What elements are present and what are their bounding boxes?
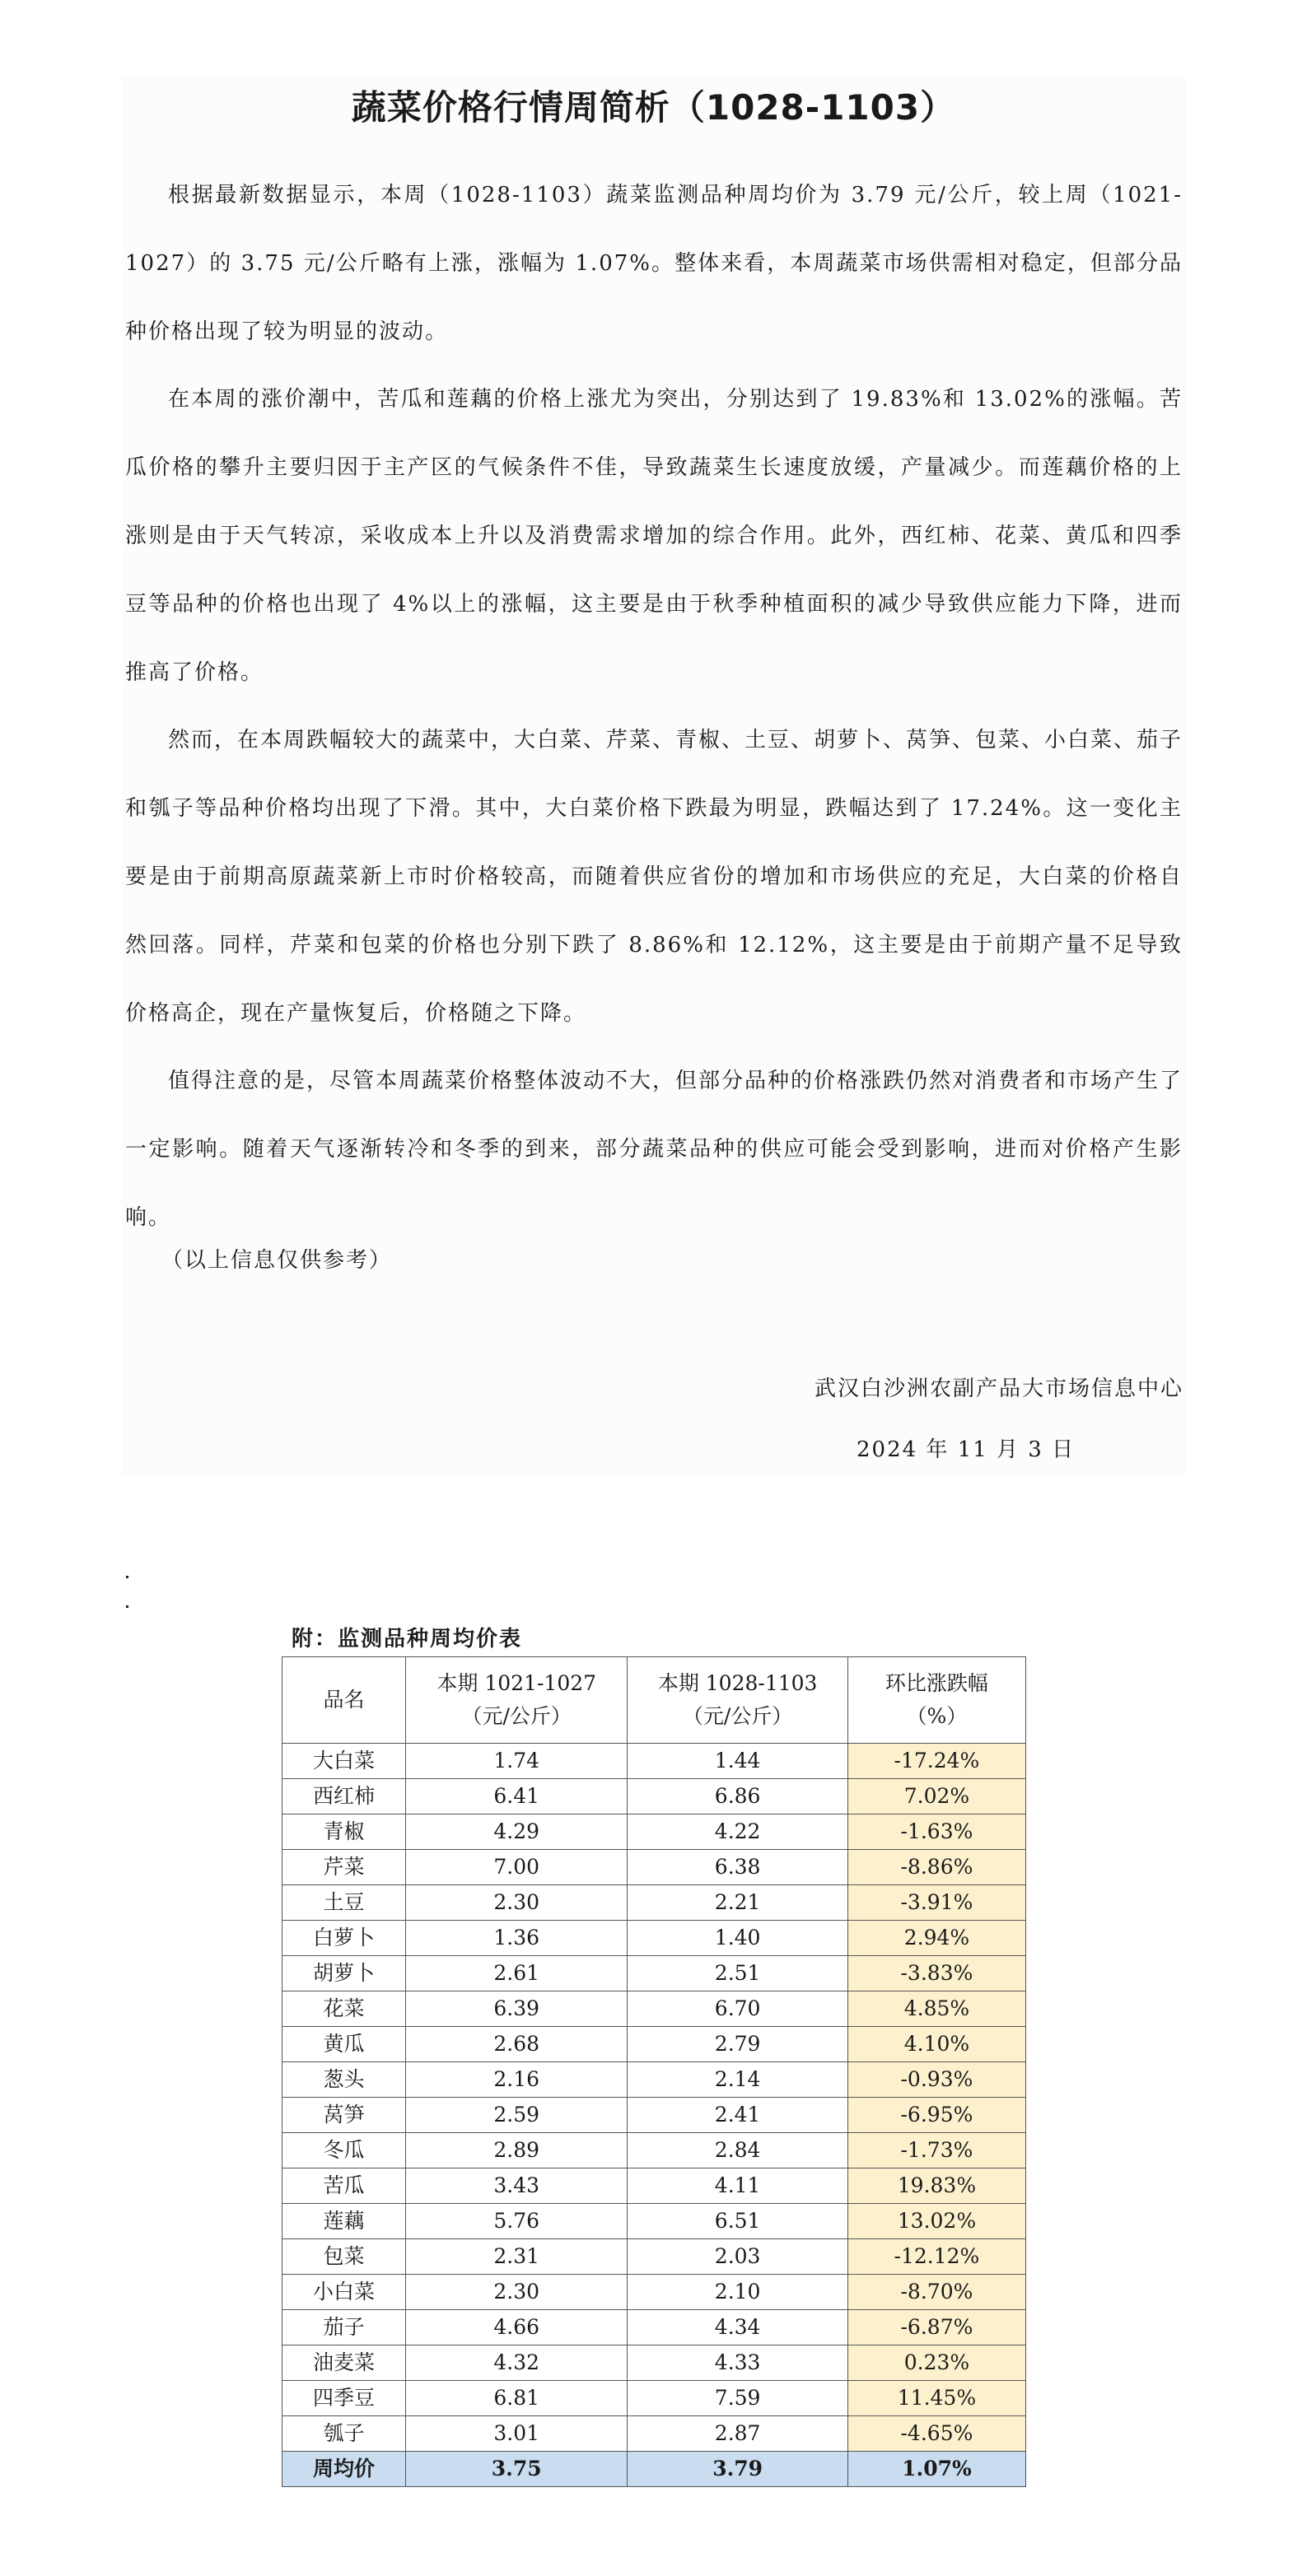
header-name: 品名: [282, 1657, 406, 1744]
cell-change: -6.95%: [847, 2098, 1025, 2133]
table-row: [282, 1991, 1026, 2027]
stray-dot: [126, 1576, 128, 1578]
table-row: [282, 2204, 1026, 2239]
cell-current-price: 2.87: [628, 2416, 847, 2452]
cell-name: 青椒: [282, 1814, 406, 1850]
cell-change: 4.10%: [847, 2027, 1025, 2062]
cell-previous-price: 2.68: [406, 2027, 628, 2062]
cell-current-price: 6.51: [628, 2204, 847, 2239]
cell-average-current: 3.79: [628, 2452, 847, 2487]
cell-name: 苦瓜: [282, 2168, 406, 2204]
table-row: [282, 2310, 1026, 2345]
cell-previous-price: 6.39: [406, 1991, 628, 2027]
table-row: [282, 2381, 1026, 2416]
table-average-row: [282, 2452, 1026, 2487]
cell-previous-price: 2.30: [406, 1885, 628, 1921]
cell-name: 白萝卜: [282, 1921, 406, 1956]
cell-previous-price: 2.31: [406, 2239, 628, 2275]
cell-current-price: 2.03: [628, 2239, 847, 2275]
cell-previous-price: 4.66: [406, 2310, 628, 2345]
cell-name: 花菜: [282, 1991, 406, 2027]
cell-current-price: 6.70: [628, 1991, 847, 2027]
header-current-week: [628, 1657, 847, 1744]
report-title: 蔬菜价格行情周简析（1028-1103）: [351, 87, 956, 128]
cell-previous-price: 5.76: [406, 2204, 628, 2239]
cell-current-price: 2.41: [628, 2098, 847, 2133]
table-row: [282, 2345, 1026, 2381]
cell-change: 7.02%: [847, 1779, 1025, 1814]
header-change-unit: （%）: [906, 1704, 968, 1728]
cell-previous-price: 3.01: [406, 2416, 628, 2452]
cell-change: -6.87%: [847, 2310, 1025, 2345]
header-previous-unit: （元/公斤）: [461, 1704, 572, 1728]
table-caption: 附：监测品种周均价表: [292, 1627, 523, 1651]
cell-change: -1.73%: [847, 2133, 1025, 2168]
cell-name: 胡萝卜: [282, 1956, 406, 1991]
stray-dot: [126, 1605, 128, 1608]
report-body: [125, 161, 1183, 1252]
cell-previous-price: 2.59: [406, 2098, 628, 2133]
cell-previous-price: 7.00: [406, 1850, 628, 1885]
cell-current-price: 7.59: [628, 2381, 847, 2416]
header-change-label: 环比涨跌幅: [885, 1671, 988, 1695]
cell-previous-price: 2.30: [406, 2275, 628, 2310]
cell-current-price: 2.51: [628, 1956, 847, 1991]
table-row: [282, 2168, 1026, 2204]
cell-previous-price: 3.43: [406, 2168, 628, 2204]
cell-current-price: 6.86: [628, 1779, 847, 1814]
cell-previous-price: 2.89: [406, 2133, 628, 2168]
table-row: [282, 1956, 1026, 1991]
table-row: [282, 2133, 1026, 2168]
cell-name: 大白菜: [282, 1744, 406, 1779]
report-date: 2024 年 11 月 3 日: [857, 1437, 1076, 1462]
cell-change: -0.93%: [847, 2062, 1025, 2098]
table-row: [282, 1921, 1026, 1956]
cell-previous-price: 1.36: [406, 1921, 628, 1956]
paragraph-outlook: 值得注意的是，尽管本周蔬菜价格整体波动不大，但部分品种的价格涨跌仍然对消费者和市场产生了一定影响。随着天气逐渐转冷和冬季的到来，部分蔬菜品种的供应可能会受到影响，进而对价格产生影响。: [125, 1069, 1183, 1230]
cell-name: 黄瓜: [282, 2027, 406, 2062]
cell-current-price: 2.84: [628, 2133, 847, 2168]
cell-change: 4.85%: [847, 1991, 1025, 2027]
cell-current-price: 2.21: [628, 1885, 847, 1921]
cell-name: 莴笋: [282, 2098, 406, 2133]
table-row: [282, 2239, 1026, 2275]
table-row: [282, 1744, 1026, 1779]
cell-average-previous: 3.75: [406, 2452, 628, 2487]
cell-change: -4.65%: [847, 2416, 1025, 2452]
cell-previous-price: 1.74: [406, 1744, 628, 1779]
table-row: [282, 1850, 1026, 1885]
cell-current-price: 6.38: [628, 1850, 847, 1885]
cell-previous-price: 2.61: [406, 1956, 628, 1991]
cell-average-label: 周均价: [282, 2452, 406, 2487]
paragraph-price-drop: 然而，在本周跌幅较大的蔬菜中，大白菜、芹菜、青椒、土豆、胡萝卜、莴笋、包菜、小白菜、茄子和瓠子等品种价格均出现了下滑。其中，大白菜价格下跌最为明显，跌幅达到了 17.24%。这一变化主要是由于前期高原蔬菜新上市时价格较高，而随着供应省份的增加和市场供应的充足，大白菜的价格自然回落。同样，芹菜和包菜的价格也分别下跌了 8.86%和 12.12%，这主要是由于前期产量不足导致价格高企，现在产量恢复后，价格随之下降。: [125, 728, 1183, 1026]
cell-change: -3.91%: [847, 1885, 1025, 1921]
table-row: [282, 1779, 1026, 1814]
cell-current-price: 2.10: [628, 2275, 847, 2310]
paragraph-summary: 根据最新数据显示，本周（1028-1103）蔬菜监测品种周均价为 3.79 元/公斤，较上周（1021-1027）的 3.75 元/公斤略有上涨，涨幅为 1.07%。整体来看，本周蔬菜市场供需相对稳定，但部分品种价格出现了较为明显的波动。: [125, 183, 1183, 344]
cell-name: 芹菜: [282, 1850, 406, 1885]
cell-current-price: 4.33: [628, 2345, 847, 2381]
cell-current-price: 1.44: [628, 1744, 847, 1779]
weekly-price-table: [282, 1656, 1026, 2487]
cell-name: 莲藕: [282, 2204, 406, 2239]
cell-change: 13.02%: [847, 2204, 1025, 2239]
cell-current-price: 1.40: [628, 1921, 847, 1956]
paragraph-price-rise: 在本周的涨价潮中，苦瓜和莲藕的价格上涨尤为突出，分别达到了 19.83%和 13.02%的涨幅。苦瓜价格的攀升主要归因于主产区的气候条件不佳，导致蔬菜生长速度放缓，产量减少。而莲藕价格的上涨则是由于天气转凉，采收成本上升以及消费需求增加的综合作用。此外，西红柿、花菜、黄瓜和四季豆等品种的价格也出现了 4%以上的涨幅，这主要是由于秋季种植面积的减少导致供应能力下降，进而推高了价格。: [125, 387, 1183, 685]
cell-change: 2.94%: [847, 1921, 1025, 1956]
cell-change: -1.63%: [847, 1814, 1025, 1850]
cell-previous-price: 6.41: [406, 1779, 628, 1814]
disclaimer-note: （以上信息仅供参考）: [161, 1248, 393, 1273]
header-change: [847, 1657, 1025, 1744]
cell-name: 西红柿: [282, 1779, 406, 1814]
cell-change: 19.83%: [847, 2168, 1025, 2204]
cell-previous-price: 6.81: [406, 2381, 628, 2416]
table-header-row: [282, 1657, 1026, 1744]
cell-change: -17.24%: [847, 1744, 1025, 1779]
header-previous-week: [406, 1657, 628, 1744]
cell-previous-price: 2.16: [406, 2062, 628, 2098]
cell-current-price: 2.79: [628, 2027, 847, 2062]
cell-average-change: 1.07%: [847, 2452, 1025, 2487]
cell-name: 土豆: [282, 1885, 406, 1921]
cell-name: 油麦菜: [282, 2345, 406, 2381]
table-row: [282, 1885, 1026, 1921]
cell-previous-price: 4.32: [406, 2345, 628, 2381]
cell-current-price: 4.22: [628, 1814, 847, 1850]
cell-change: -8.86%: [847, 1850, 1025, 1885]
header-current-unit: （元/公斤）: [682, 1704, 793, 1728]
cell-current-price: 4.11: [628, 2168, 847, 2204]
cell-previous-price: 4.29: [406, 1814, 628, 1850]
cell-name: 小白菜: [282, 2275, 406, 2310]
cell-change: -12.12%: [847, 2239, 1025, 2275]
cell-name: 葱头: [282, 2062, 406, 2098]
cell-change: 11.45%: [847, 2381, 1025, 2416]
cell-change: -8.70%: [847, 2275, 1025, 2310]
cell-current-price: 4.34: [628, 2310, 847, 2345]
table-row: [282, 2416, 1026, 2452]
cell-name: 冬瓜: [282, 2133, 406, 2168]
cell-name: 四季豆: [282, 2381, 406, 2416]
cell-change: 0.23%: [847, 2345, 1025, 2381]
cell-change: -3.83%: [847, 1956, 1025, 1991]
table-row: [282, 1814, 1026, 1850]
header-current-period: 本期 1028-1103: [657, 1671, 818, 1695]
cell-current-price: 2.14: [628, 2062, 847, 2098]
cell-name: 茄子: [282, 2310, 406, 2345]
cell-name: 瓠子: [282, 2416, 406, 2452]
table-row: [282, 2062, 1026, 2098]
table-row: [282, 2098, 1026, 2133]
header-previous-period: 本期 1021-1027: [436, 1671, 597, 1695]
table-row: [282, 2275, 1026, 2310]
table-row: [282, 2027, 1026, 2062]
cell-name: 包菜: [282, 2239, 406, 2275]
issuing-organization: 武汉白沙洲农副产品大市场信息中心: [814, 1377, 1183, 1401]
